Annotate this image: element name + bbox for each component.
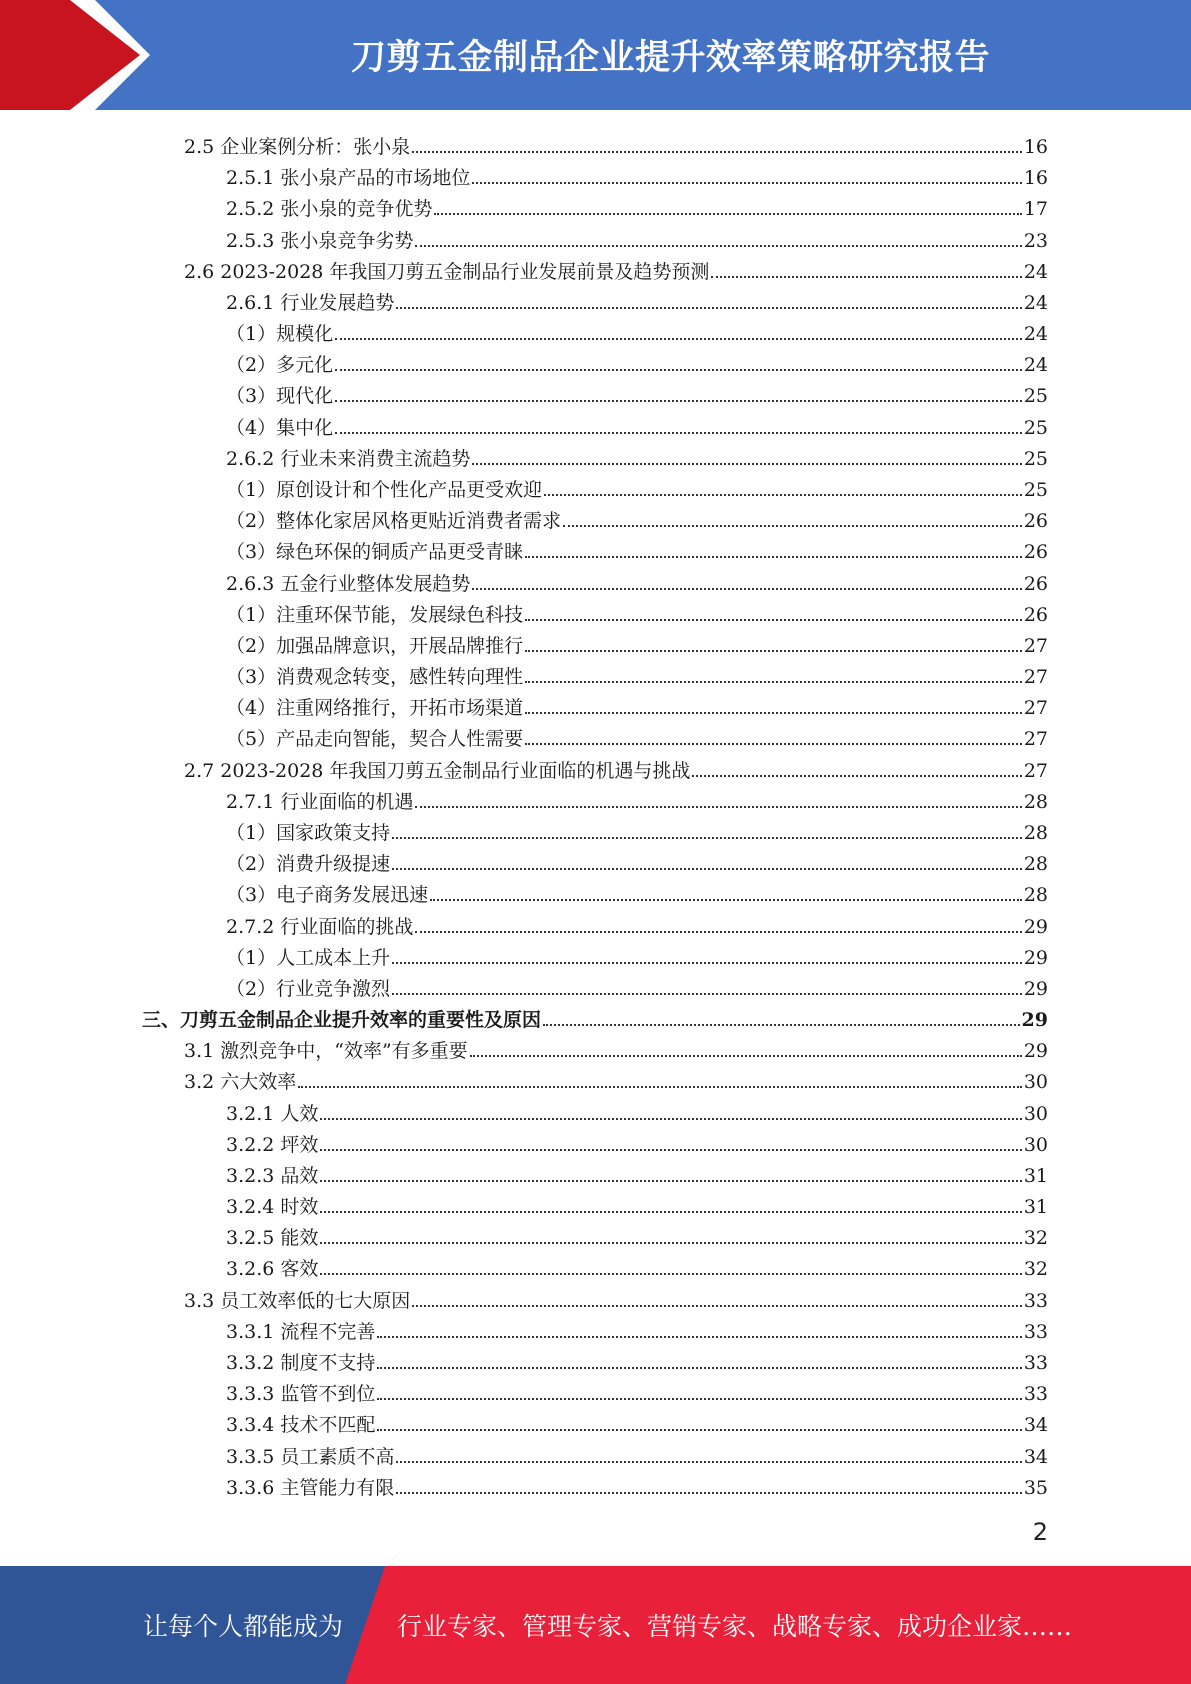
toc-entry[interactable] <box>184 1282 1048 1313</box>
footer-slogan-right: 行业专家、管理专家、营销专家、战略专家、成功企业家…… <box>397 1612 1073 1641</box>
toc-entry[interactable] <box>226 440 1048 471</box>
toc-entry-page: 32 <box>1023 1227 1048 1250</box>
toc-entry-label: 3.3 员工效率低的七大原因 <box>184 1289 411 1312</box>
toc-entry[interactable] <box>184 253 1048 284</box>
toc-entry-page: 29 <box>1021 1009 1048 1032</box>
toc-dot-leader <box>392 868 1022 870</box>
toc-entry[interactable] <box>226 1157 1048 1188</box>
toc-entry-page: 28 <box>1023 884 1048 907</box>
toc-entry-label: 3.2 六大效率 <box>184 1071 297 1094</box>
toc-dot-leader <box>335 369 1022 371</box>
toc-entry-label: （2）多元化 <box>226 354 334 377</box>
toc-entry-label: 2.6.3 五金行业整体发展趋势 <box>226 572 471 595</box>
toc-entry-label: 2.5 企业案例分析：张小泉 <box>184 136 411 158</box>
toc-dot-leader <box>320 1149 1021 1151</box>
toc-dot-leader <box>412 151 1022 153</box>
toc-entry-label: （2）加强品牌意识，开展品牌推行 <box>226 634 524 657</box>
toc-entry-page: 29 <box>1023 1040 1048 1063</box>
toc-entry[interactable] <box>226 876 1048 907</box>
toc-dot-leader <box>525 681 1022 683</box>
toc-entry-label: 2.6.1 行业发展趋势 <box>226 291 395 314</box>
toc-entry-page: 28 <box>1023 853 1048 876</box>
toc-entry[interactable] <box>226 565 1048 596</box>
toc-entry[interactable] <box>226 409 1048 440</box>
toc-dot-leader <box>396 1492 1021 1494</box>
toc-entry-label: （4）集中化 <box>226 416 334 439</box>
toc-entry-page: 32 <box>1023 1258 1048 1281</box>
toc-entry-page: 24 <box>1023 260 1048 283</box>
toc-dot-leader <box>525 650 1022 652</box>
toc-entry-label: 2.7.2 行业面临的挑战 <box>226 915 414 938</box>
toc-dot-leader <box>525 619 1022 621</box>
toc-entry[interactable] <box>184 752 1048 783</box>
page-header <box>0 0 1191 110</box>
toc-entry[interactable] <box>226 1250 1048 1281</box>
toc-entry-page: 30 <box>1023 1133 1048 1156</box>
toc-entry-page: 27 <box>1023 728 1048 751</box>
toc-entry-label: 2.6.2 行业未来消费主流趋势 <box>226 447 471 470</box>
toc-entry[interactable] <box>184 1032 1048 1063</box>
toc-entry-page: 24 <box>1023 354 1048 377</box>
toc-entry-label: 2.5.2 张小泉的竞争优势 <box>226 198 433 221</box>
toc-entry-page: 26 <box>1023 541 1048 564</box>
toc-entry-page: 25 <box>1023 447 1048 470</box>
toc-dot-leader <box>415 931 1021 933</box>
toc-entry-label: 3.3.3 监管不到位 <box>226 1383 376 1406</box>
toc-entry-label: 3.3.6 主管能力有限 <box>226 1476 395 1499</box>
toc-entry-label: （2）整体化家居风格更贴近消费者需求 <box>226 510 562 533</box>
toc-entry-page: 34 <box>1023 1445 1048 1468</box>
toc-dot-leader <box>320 1118 1021 1120</box>
toc-entry[interactable] <box>226 346 1048 377</box>
toc-entry-label: （1）规模化 <box>226 323 334 346</box>
toc-entry[interactable] <box>184 128 1048 159</box>
toc-entry[interactable] <box>226 658 1048 689</box>
toc-entry-page: 24 <box>1023 323 1048 346</box>
toc-entry[interactable] <box>226 1219 1048 1250</box>
toc-entry-page: 35 <box>1023 1476 1048 1499</box>
toc-entry-label: 2.7.1 行业面临的机遇 <box>226 790 414 813</box>
header-arrow-decoration <box>0 0 160 110</box>
toc-entry[interactable] <box>226 533 1048 564</box>
toc-entry[interactable] <box>226 783 1048 814</box>
toc-entry[interactable] <box>226 190 1048 221</box>
toc-entry-label: 3.1 激烈竞争中，“效率”有多重要 <box>184 1040 468 1063</box>
toc-entry-label: （3）消费观念转变，感性转向理性 <box>226 666 524 689</box>
toc-entry[interactable] <box>226 471 1048 502</box>
toc-entry[interactable] <box>226 1344 1048 1375</box>
toc-dot-leader <box>320 1242 1021 1244</box>
toc-dot-leader <box>525 556 1022 558</box>
toc-entry-page: 16 <box>1023 167 1048 190</box>
toc-entry-label: （2）消费升级提速 <box>226 853 391 876</box>
toc-entry-page: 27 <box>1023 634 1048 657</box>
toc-entry-page: 33 <box>1023 1383 1048 1406</box>
toc-dot-leader <box>392 837 1022 839</box>
page-number: 2 <box>1032 1518 1048 1546</box>
toc-entry-page: 23 <box>1023 229 1048 252</box>
toc-dot-leader <box>563 525 1022 527</box>
toc-entry[interactable] <box>184 1063 1048 1094</box>
toc-entry[interactable] <box>226 377 1048 408</box>
toc-entry-page: 29 <box>1023 977 1048 1000</box>
toc-entry-page: 27 <box>1023 666 1048 689</box>
toc-dot-leader <box>392 962 1022 964</box>
toc-entry[interactable] <box>226 1469 1048 1500</box>
toc-entry-label: （1）人工成本上升 <box>226 946 391 969</box>
toc-entry[interactable] <box>226 845 1048 876</box>
toc-dot-leader <box>472 182 1021 184</box>
toc-entry[interactable] <box>226 1188 1048 1219</box>
toc-entry-page: 25 <box>1023 416 1048 439</box>
toc-entry-page: 34 <box>1023 1414 1048 1437</box>
toc-entry[interactable] <box>142 1001 1048 1032</box>
toc-dot-leader <box>412 1305 1022 1307</box>
toc-dot-leader <box>392 993 1022 995</box>
toc-entry[interactable] <box>226 970 1048 1001</box>
toc-entry-label: 3.3.5 员工素质不高 <box>226 1445 395 1468</box>
toc-entry-page: 26 <box>1023 603 1048 626</box>
toc-entry-label: 3.3.1 流程不完善 <box>226 1320 376 1343</box>
toc-entry[interactable] <box>226 1095 1048 1126</box>
toc-entry-page: 25 <box>1023 385 1048 408</box>
toc-entry-page: 31 <box>1023 1164 1048 1187</box>
toc-entry-label: （1）国家政策支持 <box>226 821 391 844</box>
toc-entry-label: （2）行业竞争激烈 <box>226 977 391 1000</box>
toc-entry-page: 30 <box>1023 1102 1048 1125</box>
toc-entry[interactable] <box>226 1126 1048 1157</box>
toc-dot-leader <box>470 1055 1022 1057</box>
toc-entry-label: 2.5.3 张小泉竞争劣势 <box>226 229 414 252</box>
toc-entry-label: 2.6 2023-2028 年我国刀剪五金制品行业发展前景及趋势预测 <box>184 260 710 283</box>
toc-entry-label: （4）注重网络推行，开拓市场渠道 <box>226 697 524 720</box>
toc-entry[interactable] <box>226 627 1048 658</box>
toc-entry-page: 26 <box>1023 572 1048 595</box>
toc-entry[interactable] <box>226 689 1048 720</box>
toc-entry-page: 27 <box>1023 759 1048 782</box>
page-footer <box>0 1566 1191 1684</box>
toc-entry-page: 30 <box>1023 1071 1048 1094</box>
toc-entry-label: （1）注重环保节能，发展绿色科技 <box>226 603 524 626</box>
toc-dot-leader <box>396 1461 1021 1463</box>
toc-entry[interactable] <box>226 720 1048 751</box>
toc-entry-page: 31 <box>1023 1196 1048 1219</box>
footer-slogan-left: 让每个人都能成为 <box>143 1612 344 1641</box>
toc-dot-leader <box>415 806 1021 808</box>
toc-entry-page: 24 <box>1023 291 1048 314</box>
toc-entry-label: 3.2.5 能效 <box>226 1227 319 1250</box>
toc-entry[interactable] <box>226 502 1048 533</box>
toc-dot-leader <box>335 432 1022 434</box>
toc-entry-page: 28 <box>1023 821 1048 844</box>
toc-dot-leader <box>377 1367 1021 1369</box>
toc-entry-page: 33 <box>1023 1320 1048 1343</box>
toc-entry[interactable] <box>226 596 1048 627</box>
toc-entry[interactable] <box>226 284 1048 315</box>
toc-entry-label: 3.2.2 坪效 <box>226 1133 319 1156</box>
toc-entry-label: 2.5.1 张小泉产品的市场地位 <box>226 167 471 190</box>
toc-dot-leader <box>525 743 1022 745</box>
toc-entry-label: 3.2.1 人效 <box>226 1102 319 1125</box>
toc-entry[interactable] <box>226 908 1048 939</box>
toc-dot-leader <box>320 1273 1021 1275</box>
toc-entry[interactable] <box>226 1375 1048 1406</box>
toc-entry-page: 33 <box>1023 1352 1048 1375</box>
toc-entry[interactable] <box>226 222 1048 253</box>
toc-entry-label: 3.2.6 客效 <box>226 1258 319 1281</box>
toc-dot-leader <box>298 1086 1022 1088</box>
toc-dot-leader <box>377 1429 1021 1431</box>
toc-dot-leader <box>377 1336 1021 1338</box>
toc-entry-page: 33 <box>1023 1289 1048 1312</box>
toc-dot-leader <box>377 1398 1021 1400</box>
toc-dot-leader <box>692 775 1021 777</box>
toc-entry[interactable] <box>226 1406 1048 1437</box>
toc-dot-leader <box>525 712 1022 714</box>
toc-entry-page: 16 <box>1023 136 1048 158</box>
toc-entry[interactable] <box>226 939 1048 970</box>
toc-entry-label: 3.3.2 制度不支持 <box>226 1352 376 1375</box>
toc-dot-leader <box>472 463 1021 465</box>
toc-dot-leader <box>415 245 1021 247</box>
toc-dot-leader <box>335 400 1022 402</box>
toc-dot-leader <box>472 588 1021 590</box>
toc-entry-label: （3）绿色环保的铜质产品更受青睐 <box>226 541 524 564</box>
toc-dot-leader <box>335 338 1022 340</box>
toc-dot-leader <box>320 1180 1021 1182</box>
toc-entry-page: 29 <box>1023 946 1048 969</box>
toc-entry-label: （1）原创设计和个性化产品更受欢迎 <box>226 478 543 501</box>
toc-dot-leader <box>396 307 1021 309</box>
toc-entry[interactable] <box>226 159 1048 190</box>
toc-entry-page: 26 <box>1023 510 1048 533</box>
toc-entry[interactable] <box>226 814 1048 845</box>
toc-entry-page: 17 <box>1023 198 1048 221</box>
toc-dot-leader <box>544 494 1022 496</box>
toc-dot-leader <box>543 1024 1020 1026</box>
toc-dot-leader <box>434 213 1021 215</box>
toc-entry-label: 2.7 2023-2028 年我国刀剪五金制品行业面临的机遇与挑战 <box>184 759 691 782</box>
toc-entry-label: （3）电子商务发展迅速 <box>226 884 429 907</box>
toc-entry-label: 三、刀剪五金制品企业提升效率的重要性及原因 <box>142 1009 542 1032</box>
toc-entry-label: （3）现代化 <box>226 385 334 408</box>
toc-entry-page: 28 <box>1023 790 1048 813</box>
toc-entry-label: （5）产品走向智能，契合人性需要 <box>226 728 524 751</box>
toc-dot-leader <box>320 1211 1021 1213</box>
toc-entry[interactable] <box>226 315 1048 346</box>
toc-entry-label: 3.2.4 时效 <box>226 1196 319 1219</box>
toc-entry-page: 25 <box>1023 478 1048 501</box>
toc-entry-page: 27 <box>1023 697 1048 720</box>
toc-entry-page: 29 <box>1023 915 1048 938</box>
toc-entry-label: 3.2.3 品效 <box>226 1164 319 1187</box>
toc-entry-label: 3.3.4 技术不匹配 <box>226 1414 376 1437</box>
toc-dot-leader <box>430 899 1022 901</box>
toc-dot-leader <box>711 276 1021 278</box>
document-title: 刀剪五金制品企业提升效率策略研究报告 <box>350 38 990 78</box>
toc-entry[interactable] <box>226 1438 1048 1469</box>
toc-entry[interactable] <box>226 1313 1048 1344</box>
